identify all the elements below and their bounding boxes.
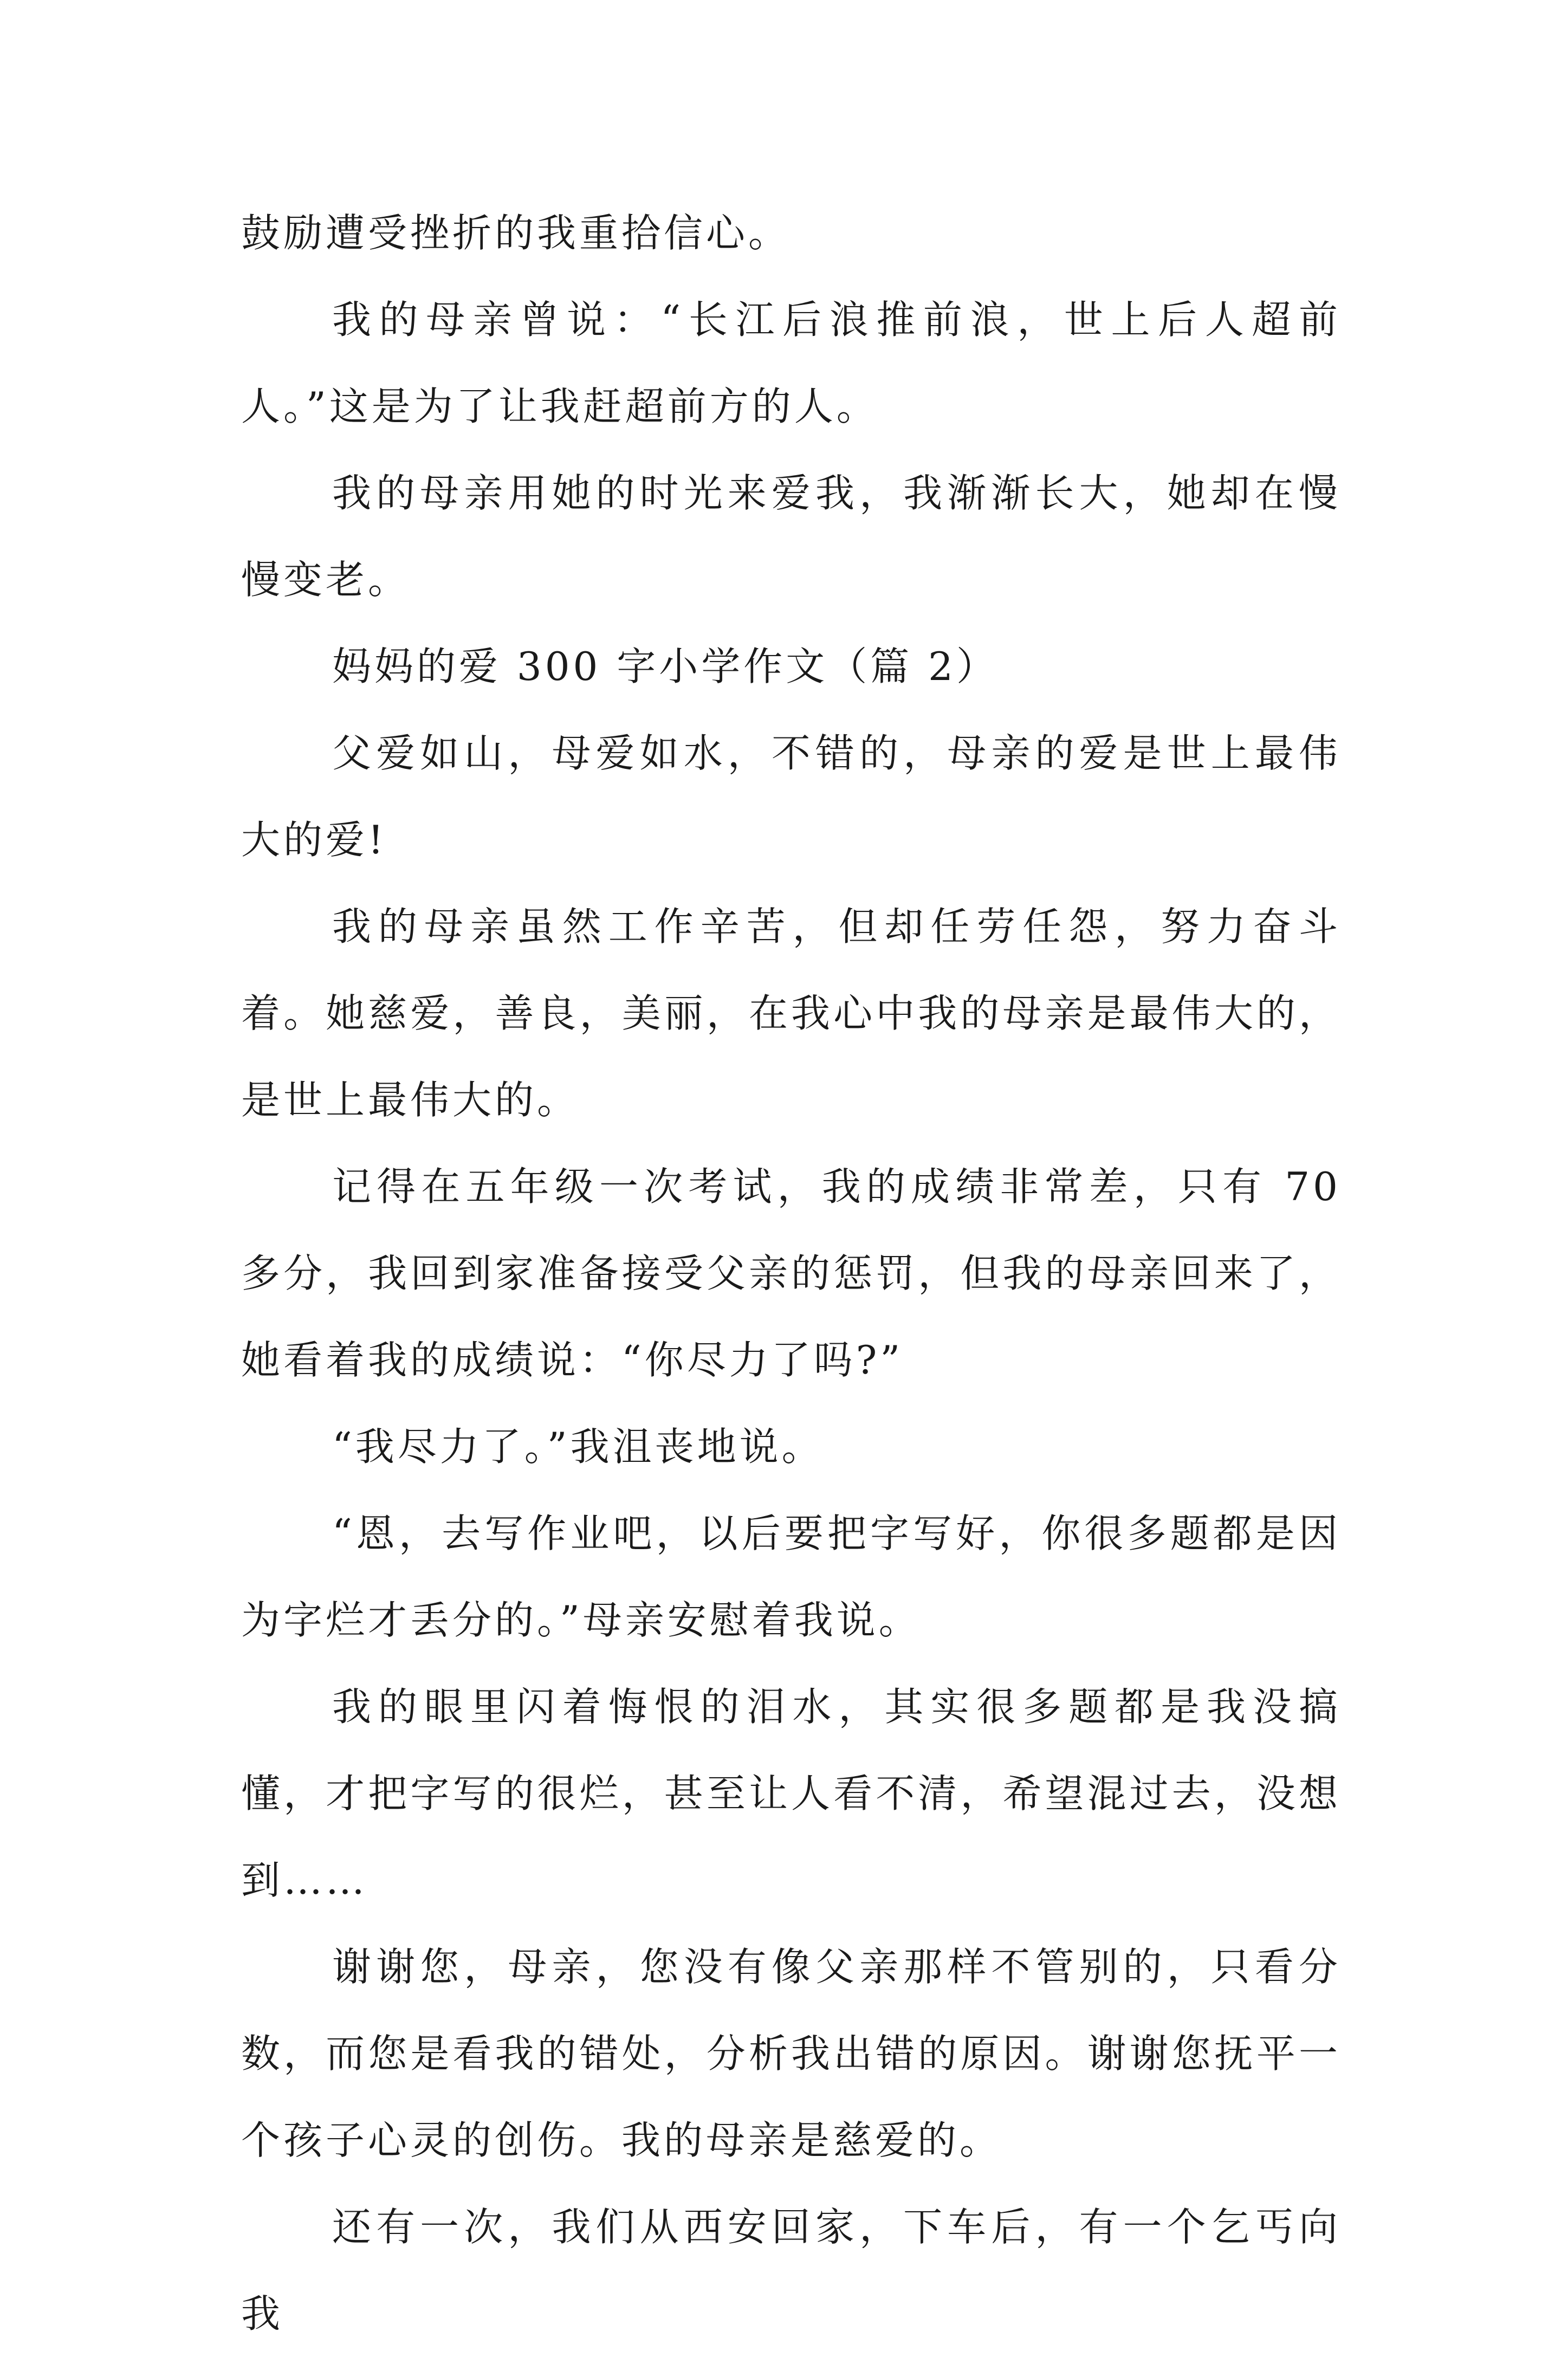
paragraph: 谢谢您，母亲，您没有像父亲那样不管别的，只看分数，而您是看我的错处，分析我出错的原因。谢谢您抚平一个孩子心灵的创伤。我的母亲是慈爱的。 [241, 1944, 1341, 2163]
paragraph: 我的母亲曾说：“长江后浪推前浪，世上后人超前人。”这是为了让我赶超前方的人。 [241, 297, 1341, 429]
paragraph: “恩，去写作业吧，以后要把字写好，你很多题都是因为字烂才丢分的。”母亲安慰着我说。 [241, 1511, 1341, 1643]
paragraph: 记得在五年级一次考试，我的成绩非常差，只有 70 多分，我回到家准备接受父亲的惩罚，但我的母亲回来了，她看着我的成绩说：“你尽力了吗?” [241, 1164, 1341, 1383]
body-text [241, 190, 1341, 2357]
paragraph: 我的眼里闪着悔恨的泪水，其实很多题都是我没搞懂，才把字写的很烂，甚至让人看不清，希望混过去，没想到…… [241, 1684, 1341, 1903]
paragraph: 鼓励遭受挫折的我重拾信心。 [241, 210, 791, 256]
paragraph: 还有一次，我们从西安回家，下车后，有一个乞丐向我 [241, 2204, 1341, 2336]
paragraph: “我尽力了。”我沮丧地说。 [332, 1424, 824, 1469]
paragraph: 父爱如山，母爱如水，不错的，母亲的爱是世上最伟大的爱! [241, 730, 1341, 863]
section-heading: 妈妈的爱 300 字小学作文（篇 2） [332, 644, 999, 689]
paragraph: 我的母亲用她的时光来爱我，我渐渐长大，她却在慢慢变老。 [241, 470, 1341, 603]
paragraph: 我的母亲虽然工作辛苦，但却任劳任怨，努力奋斗着。她慈爱，善良，美丽，在我心中我的母亲是最伟大的，是世上最伟大的。 [241, 904, 1341, 1123]
